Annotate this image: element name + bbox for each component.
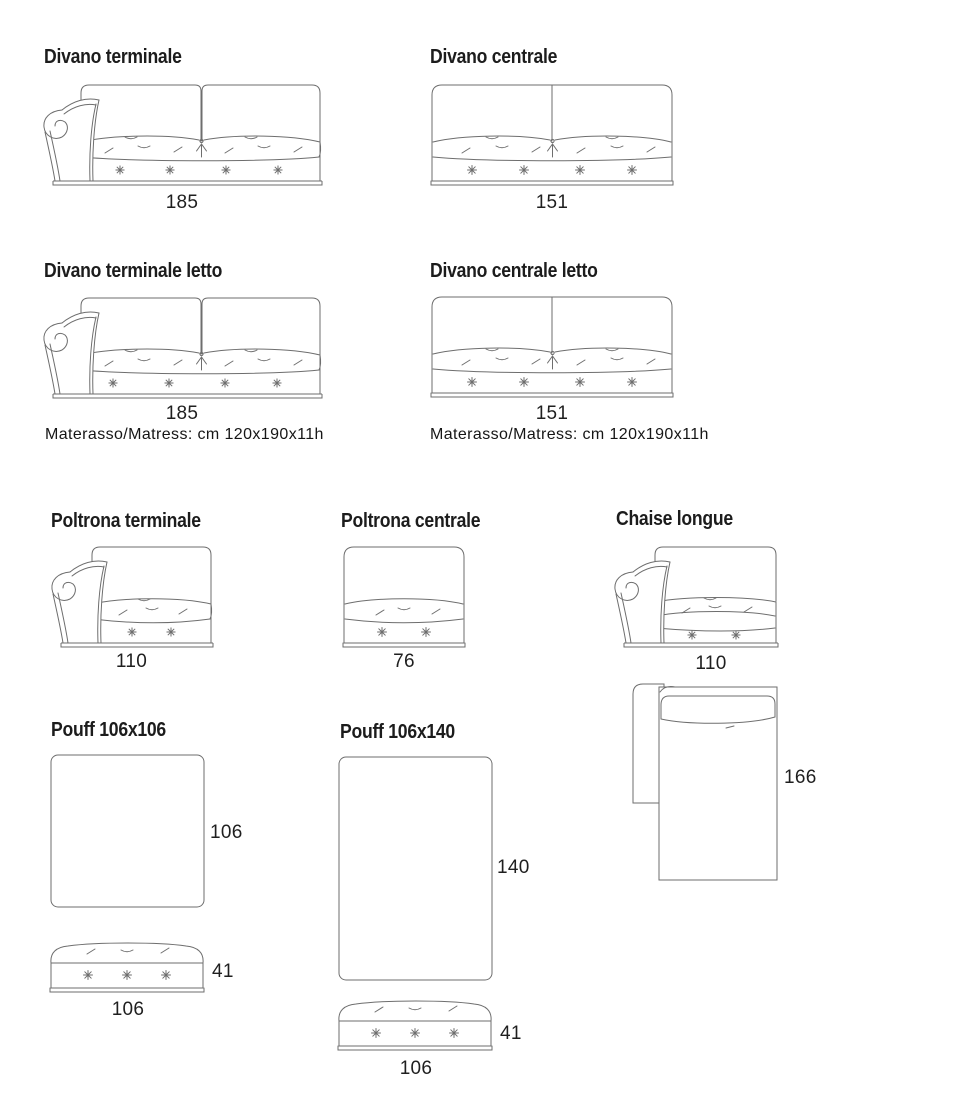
width-dimension: 76 — [393, 651, 415, 672]
width-dimension: 110 — [115, 651, 148, 672]
chaise-longue-front-drawing — [612, 546, 777, 654]
figure-title: Pouff 106x106 — [51, 719, 166, 741]
side-dimension: 106 — [210, 822, 243, 843]
figure-title: Divano terminale letto — [44, 260, 223, 282]
width-dimension: 106 — [111, 999, 145, 1020]
width-dimension: 106 — [399, 1058, 433, 1079]
depth-dimension: 166 — [784, 767, 817, 788]
height-dimension: 41 — [212, 961, 234, 982]
pouff-106x106-top-drawing — [50, 754, 206, 909]
poltrona-centrale-drawing — [342, 546, 466, 654]
figure-title: Chaise longue — [616, 508, 733, 530]
pouff-106x140-top-drawing — [338, 756, 494, 982]
figure-title: Divano centrale — [430, 46, 558, 68]
side-dimension: 140 — [497, 857, 530, 878]
width-dimension: 110 — [695, 653, 727, 674]
pouff-106x140-front-drawing — [337, 996, 495, 1056]
poltrona-terminale-drawing — [49, 546, 214, 654]
divano-centrale-drawing — [430, 84, 674, 192]
figure-title: Poltrona terminale — [51, 510, 201, 532]
mattress-note: Materasso/Matress: cm 120x190x11h — [430, 426, 709, 443]
height-dimension: 41 — [500, 1023, 522, 1044]
figure-title: Pouff 106x140 — [340, 721, 455, 743]
width-dimension: 185 — [165, 192, 199, 213]
width-dimension: 185 — [165, 403, 199, 424]
chaise-longue-top-drawing — [630, 681, 780, 883]
mattress-note: Materasso/Matress: cm 120x190x11h — [45, 426, 324, 443]
divano-terminale-drawing — [41, 84, 323, 192]
width-dimension: 151 — [535, 403, 569, 424]
width-dimension: 151 — [535, 192, 569, 213]
figure-title: Poltrona centrale — [341, 510, 481, 532]
divano-terminale-letto-drawing — [41, 297, 323, 405]
pouff-106x106-front-drawing — [49, 938, 207, 998]
figure-title: Divano centrale letto — [430, 260, 598, 282]
divano-centrale-letto-drawing — [430, 296, 674, 404]
figure-title: Divano terminale — [44, 46, 182, 68]
